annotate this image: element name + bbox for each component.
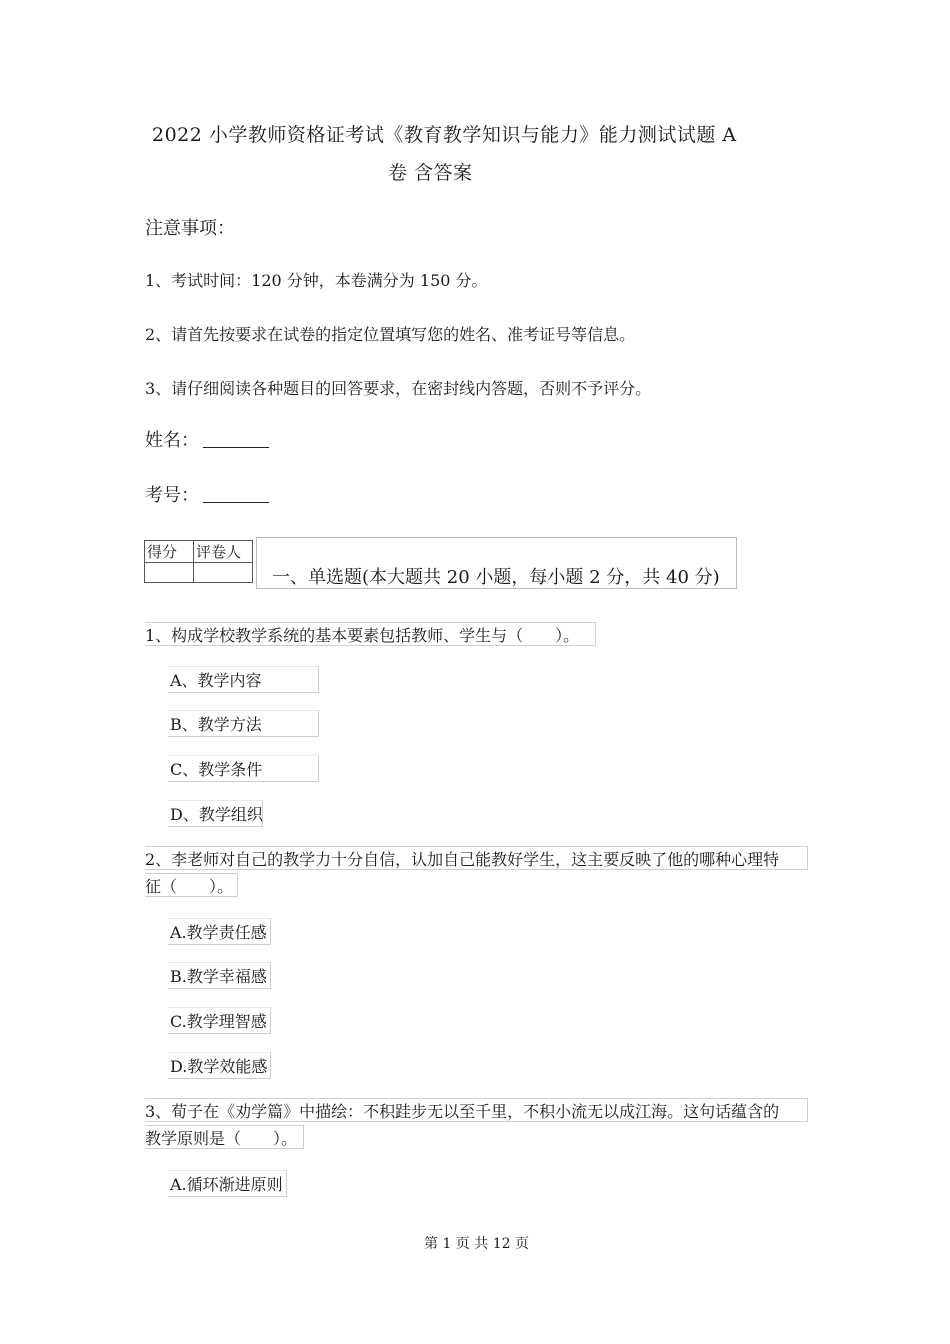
option-b[interactable]: B、教学方法 [168,710,319,737]
option-a[interactable]: A.教学责任感 [168,918,271,945]
option-a[interactable]: A.循环渐进原则 [168,1170,287,1197]
option-d[interactable]: D、教学组织 [168,800,263,827]
question-stem: 1、构成学校教学系统的基本要素包括教师、学生与（ ）。 [145,626,580,645]
option-c[interactable]: C.教学理智感 [168,1007,271,1034]
document-title-line1: 2022 小学教师资格证考试《教育教学知识与能力》能力测试试题 A [152,124,737,146]
question-stem-line2: 征（ ）。 [145,877,234,896]
notice-item: 1、考试时间：120 分钟，本卷满分为 150 分。 [145,271,488,290]
name-field[interactable] [145,426,269,452]
id-blank[interactable] [203,501,269,503]
score-cell[interactable] [145,563,194,583]
section-title: 一、单选题(本大题共 20 小题，每小题 2 分，共 40 分) [272,567,720,588]
id-field[interactable] [145,481,269,507]
grader-header: 评卷人 [194,541,253,563]
notice-item: 2、请首先按要求在试卷的指定位置填写您的姓名、准考证号等信息。 [145,325,636,344]
name-blank[interactable] [203,446,269,448]
option-c[interactable]: C、教学条件 [168,755,319,782]
question-stem-line2: 教学原则是（ ）。 [145,1129,298,1148]
document-title-line2: 卷 含答案 [388,162,473,184]
option-b[interactable]: B.教学幸福感 [168,962,271,989]
score-table [144,540,253,583]
score-header: 得分 [145,541,194,563]
option-a[interactable]: A、教学内容 [168,666,319,693]
notice-item: 3、请仔细阅读各种题目的回答要求，在密封线内答题，否则不予评分。 [145,379,652,398]
notice-heading: 注意事项： [145,218,235,239]
question-stem-line1: 3、荀子在《劝学篇》中描绘：不积跬步无以至千里，不积小流无以成江海。这句话蕴含的 [145,1102,780,1121]
page-footer: 第 1 页 共 12 页 [424,1236,529,1252]
option-d[interactable]: D.教学效能感 [168,1052,271,1079]
name-label: 姓名： [145,430,199,451]
grader-cell[interactable] [194,563,253,583]
id-label: 考号： [145,485,199,506]
question-stem-line1: 2、李老师对自己的教学力十分自信，认加自己能教好学生，这主要反映了他的哪种心理特 [145,850,780,869]
